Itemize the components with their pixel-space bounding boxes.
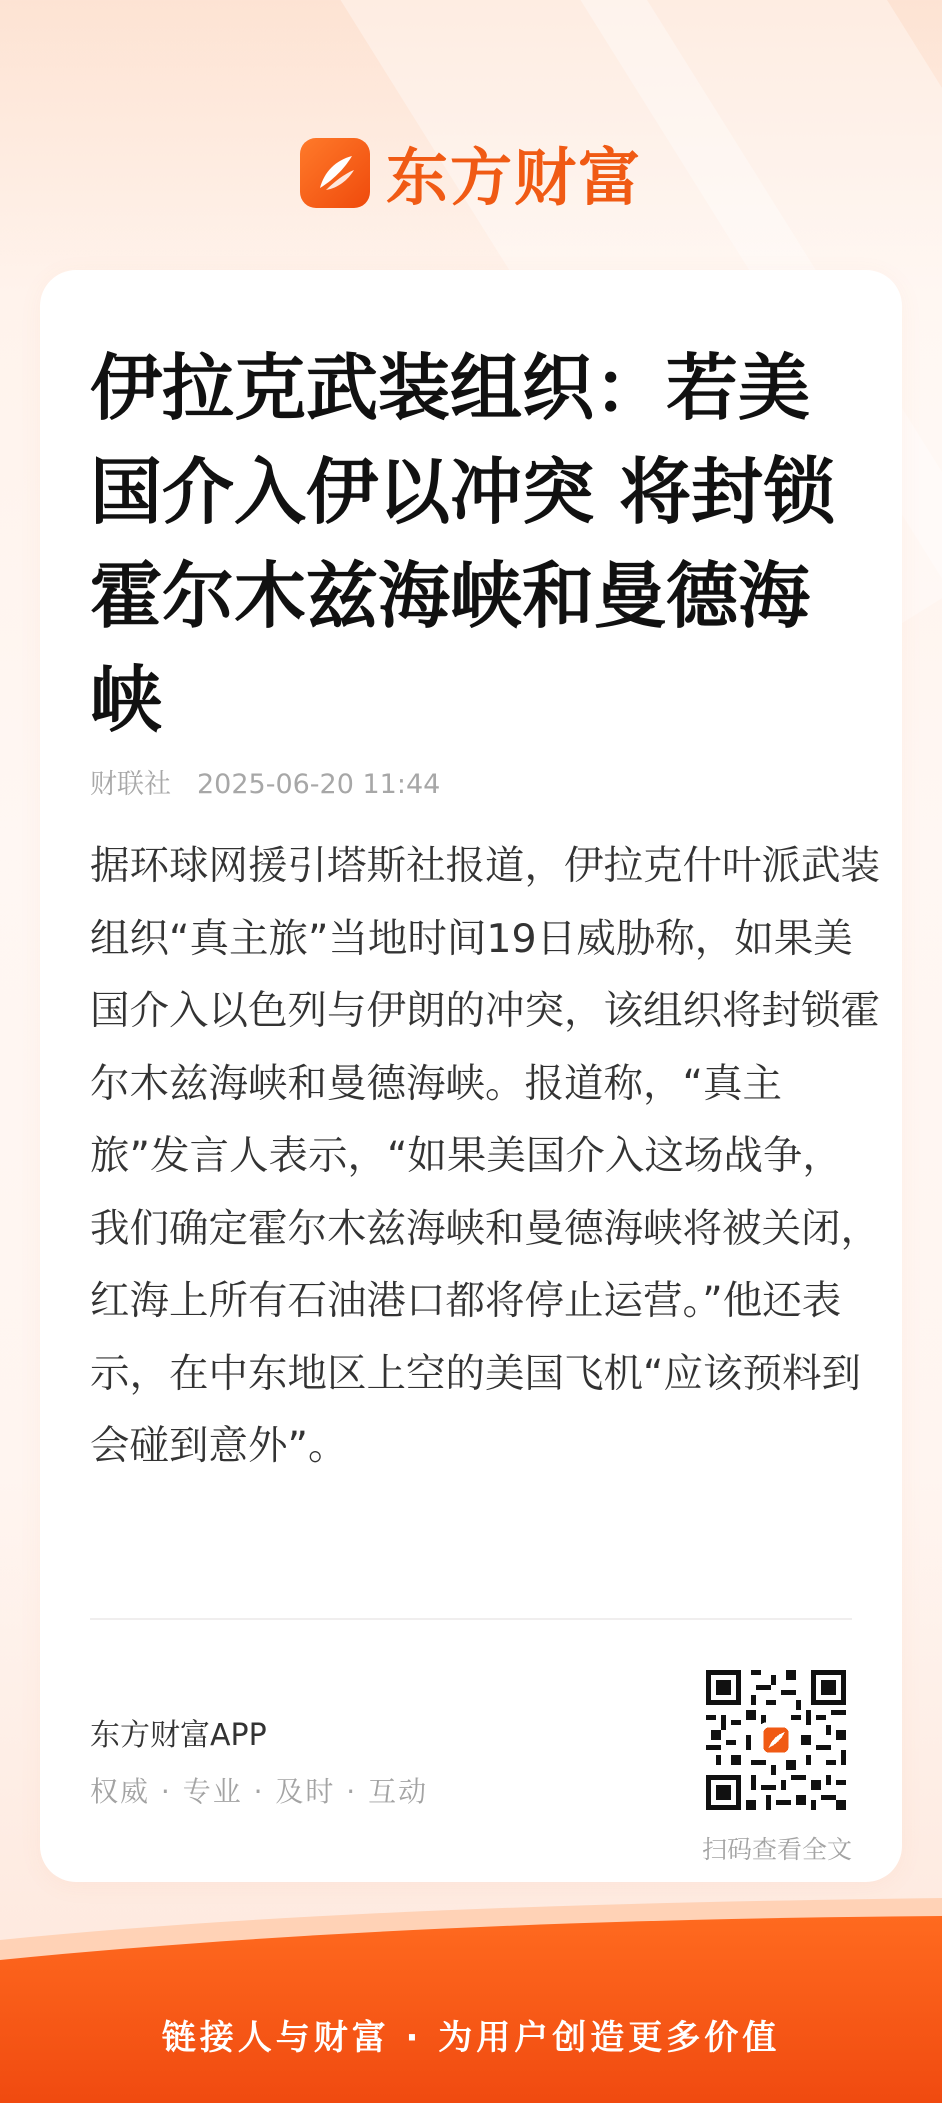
article-title: 伊拉克武装组织：若美国介入伊以冲突 将封锁霍尔木兹海峡和曼德海峡 <box>90 345 836 742</box>
article-card <box>40 270 902 1882</box>
article-meta <box>90 762 440 801</box>
app-slogan: 权威 · 专业 · 及时 · 互动 <box>90 1775 429 1808</box>
brand-name: 东方财富 <box>385 141 642 214</box>
article-source: 财联社 <box>90 769 171 800</box>
qr-code-icon[interactable] <box>706 1670 846 1810</box>
brand-logo <box>0 128 942 217</box>
footer-banner <box>0 1898 942 2103</box>
article-datetime: 2025-06-20 11:44 <box>197 769 441 800</box>
qr-caption: 扫码查看全文 <box>701 1835 852 1864</box>
divider <box>90 1618 852 1620</box>
app-name: 东方财富APP <box>90 1718 267 1753</box>
eastmoney-logo-icon <box>300 138 370 208</box>
footer-tagline: 链接人与财富 · 为用户创造更多价值 <box>161 2018 781 2058</box>
article-body: 据环球网援引塔斯社报道，伊拉克什叶派武装组织“真主旅”当地时间19日威胁称，如果美国介入以色列与伊朗的冲突，该组织将封锁霍尔木兹海峡和曼德海峡。报道称，“真主旅”发言人表示，“如果美国介入这场战争，我们确定霍尔木兹海峡和曼德海峡将被关闭，红海上所有石油港口都将停止运营。”他还表示，在中东地区上空的美国飞机“应该预料到会碰到意外”。 <box>90 843 880 1469</box>
